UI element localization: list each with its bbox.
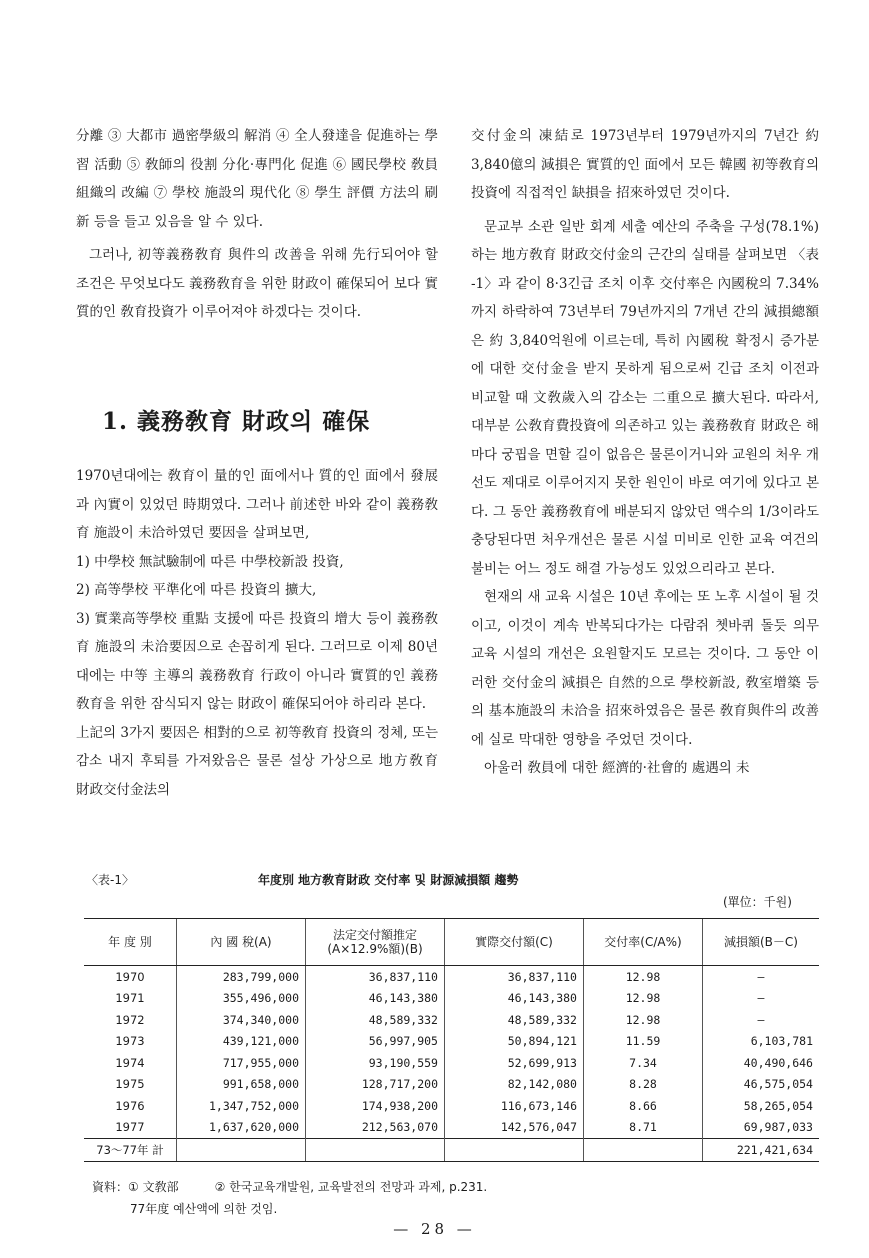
table-header-row [84, 919, 819, 966]
table-cell: 46,143,380 [306, 988, 445, 1010]
table-cell: 142,576,047 [445, 1117, 584, 1139]
table-cell: 7.34 [584, 1052, 703, 1074]
column-header: 減損額(B－C) [703, 919, 820, 966]
table-cell: 69,987,033 [703, 1117, 820, 1139]
table-cell: 212,563,070 [306, 1117, 445, 1139]
table-total-row [84, 1139, 819, 1162]
table-cell: 11.59 [584, 1031, 703, 1053]
table-row [84, 966, 819, 988]
table-cell: 717,955,000 [177, 1052, 306, 1074]
paragraph: 交付金의 凍結로 1973년부터 1979년까지의 7년간 約 3,840億의 減損은 實質的인 面에서 모든 韓國 初等敎育의 投資에 직접적인 缺損을 招來하였던 것이다. [471, 128, 819, 201]
table-label: 〈表-1〉 [86, 873, 134, 887]
table-cell: 56,997,905 [306, 1031, 445, 1053]
table-cell: 1977 [115, 1120, 145, 1135]
page-number: — 28 — [393, 1220, 476, 1238]
table-cell [177, 1139, 306, 1162]
table-cell: 1972 [115, 1012, 145, 1027]
table-cell: 355,496,000 [177, 988, 306, 1010]
table-cell: 374,340,000 [177, 1009, 306, 1031]
table-cell: 73～77年 計 [84, 1139, 177, 1162]
left-column-top [76, 122, 438, 327]
table-cell: — [703, 966, 820, 988]
table-cell: 1,347,752,000 [177, 1095, 306, 1117]
table-cell: 1970 [115, 969, 145, 984]
table-cell [445, 1139, 584, 1162]
table-cell: 6,103,781 [703, 1031, 820, 1053]
table-cell: — [703, 1009, 820, 1031]
table-cell: 283,799,000 [177, 966, 306, 988]
table-cell: 46,143,380 [445, 988, 584, 1010]
table-row [84, 1074, 819, 1096]
table-row [84, 1117, 819, 1139]
table-cell: 48,589,332 [306, 1009, 445, 1031]
list-item: 1) 中學校 無試驗制에 따른 中學校新設 投資, [76, 553, 344, 570]
column-header: 內 國 稅(A) [177, 919, 306, 966]
paragraph: 分離 ③ 大都市 過密學級의 解消 ④ 全人發達을 促進하는 學習 活動 ⑤ 敎師의 役割 分化·專門化 促進 ⑥ 國民學校 敎員 組織의 改編 ⑦ 學校 施設의 現代化 ⑧ 學生 評價 方法의 刷新 등을 들고 있음을 알 수 있다. [76, 128, 438, 230]
table-cell: 40,490,646 [703, 1052, 820, 1074]
source-line: 資料：① 文敎部 ② 한국교육개발원, 교육발전의 전망과 과제, p.231. [92, 1180, 488, 1194]
list-item: 3) 實業高等學校 重點 支援에 따른 投資의 增大 등이 義務敎育 施設의 未洽要因으로 손꼽히게 된다. 그러므로 이제 80년대에는 中等 主導의 義務敎育 行政이 아니라 實質的인 義務敎育을 위한 잠식되지 않는 財政이 確保되어야 하리라 본다. [76, 610, 438, 712]
paragraph: 문교부 소관 일반 회계 세출 예산의 주축을 구성(78.1%)하는 地方敎育 財政交付金의 근간의 실태를 살펴보면 〈表 -1〉과 같이 8·3긴급 조치 이후 交付率은 內國稅의 7.34%까지 하락하여 73년부터 79년까지의 7개년 간의 減損總額은 約 3,840억원에 이르는데, 특히 內國稅 확정시 증가분에 대한 交付金을 받지 못하게 됨으로써 긴급 조치 이전과 비교할 때 文敎歲入의 감소는 二重으로 擴大된다. 따라서, 대부분 公敎育費投資에 의존하고 있는 義務敎育 財政은 해마다 궁핍을 면할 길이 없음은 물론이거니와 교원의 처우 개선도 제대로 이루어지지 못한 원인이 바로 여기에 있다고 본다. 그 동안 義務敎育에 배분되지 않았던 액수의 1/3이라도 충당된다면 처우개선은 물론 시설 미비로 인한 교육 여건의 불비는 어느 정도 해결 가능성도 있었으리라고 본다. [471, 218, 819, 577]
table-cell: 52,699,913 [445, 1052, 584, 1074]
paragraph: 아울러 敎員에 대한 經濟的·社會的 處遇의 未 [484, 760, 750, 776]
column-header: 年 度 別 [84, 919, 177, 966]
table-cell: 1976 [115, 1098, 145, 1113]
table-row [84, 988, 819, 1010]
table-cell: 116,673,146 [445, 1095, 584, 1117]
table-unit: (單位：千원) [723, 895, 792, 909]
table-row [84, 1009, 819, 1031]
table-cell: 1973 [115, 1034, 145, 1049]
table-title: 年度別 地方敎育財政 交付率 및 財源減損額 趨勢 [258, 873, 519, 887]
table-cell: 93,190,559 [306, 1052, 445, 1074]
table-cell: 46,575,054 [703, 1074, 820, 1096]
table-cell: 8.28 [584, 1074, 703, 1096]
table-cell: 36,837,110 [306, 966, 445, 988]
table-cell: 439,121,000 [177, 1031, 306, 1053]
table-cell: 1,637,620,000 [177, 1117, 306, 1139]
column-header: 法定交付額推定 (A×12.9%額)(B) [306, 919, 445, 966]
table-cell: 36,837,110 [445, 966, 584, 988]
table-cell: — [703, 988, 820, 1010]
table-cell: 12.98 [584, 988, 703, 1010]
paragraph: 그러나, 初等義務敎育 與件의 改善을 위해 先行되어야 할 조건은 무엇보다도 義務敎育을 위한 財政이 確保되어 보다 實質的인 敎育投資가 이루어져야 하겠다는 것이다. [76, 247, 438, 320]
section-title: 1. 義務敎育 財政의 確保 [102, 408, 371, 435]
table-cell: 991,658,000 [177, 1074, 306, 1096]
left-column-body [76, 462, 438, 804]
table-cell: 12.98 [584, 1009, 703, 1031]
table-cell: 48,589,332 [445, 1009, 584, 1031]
data-table [84, 918, 819, 1162]
table-cell [306, 1139, 445, 1162]
table-cell: 128,717,200 [306, 1074, 445, 1096]
table-row [84, 1031, 819, 1053]
table-cell: 1971 [115, 991, 145, 1006]
table-cell: 174,938,200 [306, 1095, 445, 1117]
list-item: 2) 高等學校 平準化에 따른 投資의 擴大, [76, 582, 317, 598]
table-cell: 58,265,054 [703, 1095, 820, 1117]
table-cell: 221,421,634 [703, 1139, 820, 1162]
table-cell: 8.66 [584, 1095, 703, 1117]
table-row [84, 1095, 819, 1117]
table-cell: 1974 [115, 1055, 145, 1070]
paragraph: 1970년대에는 敎育이 量的인 面에서나 質的인 面에서 發展과 內實이 있었던 時期였다. 그러나 前述한 바와 같이 義務敎育 施設이 未洽하였던 要因을 살펴보면, [76, 468, 438, 541]
table-cell: 50,894,121 [445, 1031, 584, 1053]
table-cell: 82,142,080 [445, 1074, 584, 1096]
table-cell: 8.71 [584, 1117, 703, 1139]
table-row [84, 1052, 819, 1074]
right-column [471, 122, 819, 783]
paragraph: 현재의 새 교육 시설은 10년 후에는 또 노후 시설이 될 것이고, 이것이 계속 반복되다가는 다람쥐 쳇바퀴 돌듯 의무 교육 시설의 개선은 요원할지도 모르는 것이다. 그 동안 이러한 交付金의 減損은 自然的으로 學校新設, 敎室增築 등의 基本施設의 未洽을 招來하였음은 물론 敎育與件의 改善에 실로 막대한 영향을 주었던 것이다. [471, 589, 819, 748]
table-cell: 1975 [115, 1077, 145, 1092]
paragraph: 上記의 3가지 要因은 相對的으로 初等敎育 投資의 정체, 또는 감소 내지 후퇴를 가져왔음은 물론 설상 가상으로 地方敎育 財政交付金法의 [76, 724, 438, 798]
table-cell [584, 1139, 703, 1162]
table-cell: 12.98 [584, 966, 703, 988]
column-header: 交付率(C/A%) [584, 919, 703, 966]
source-note [92, 1176, 487, 1220]
source-line: 77年度 예산액에 의한 것임. [130, 1202, 278, 1216]
column-header: 實際交付額(C) [445, 919, 584, 966]
